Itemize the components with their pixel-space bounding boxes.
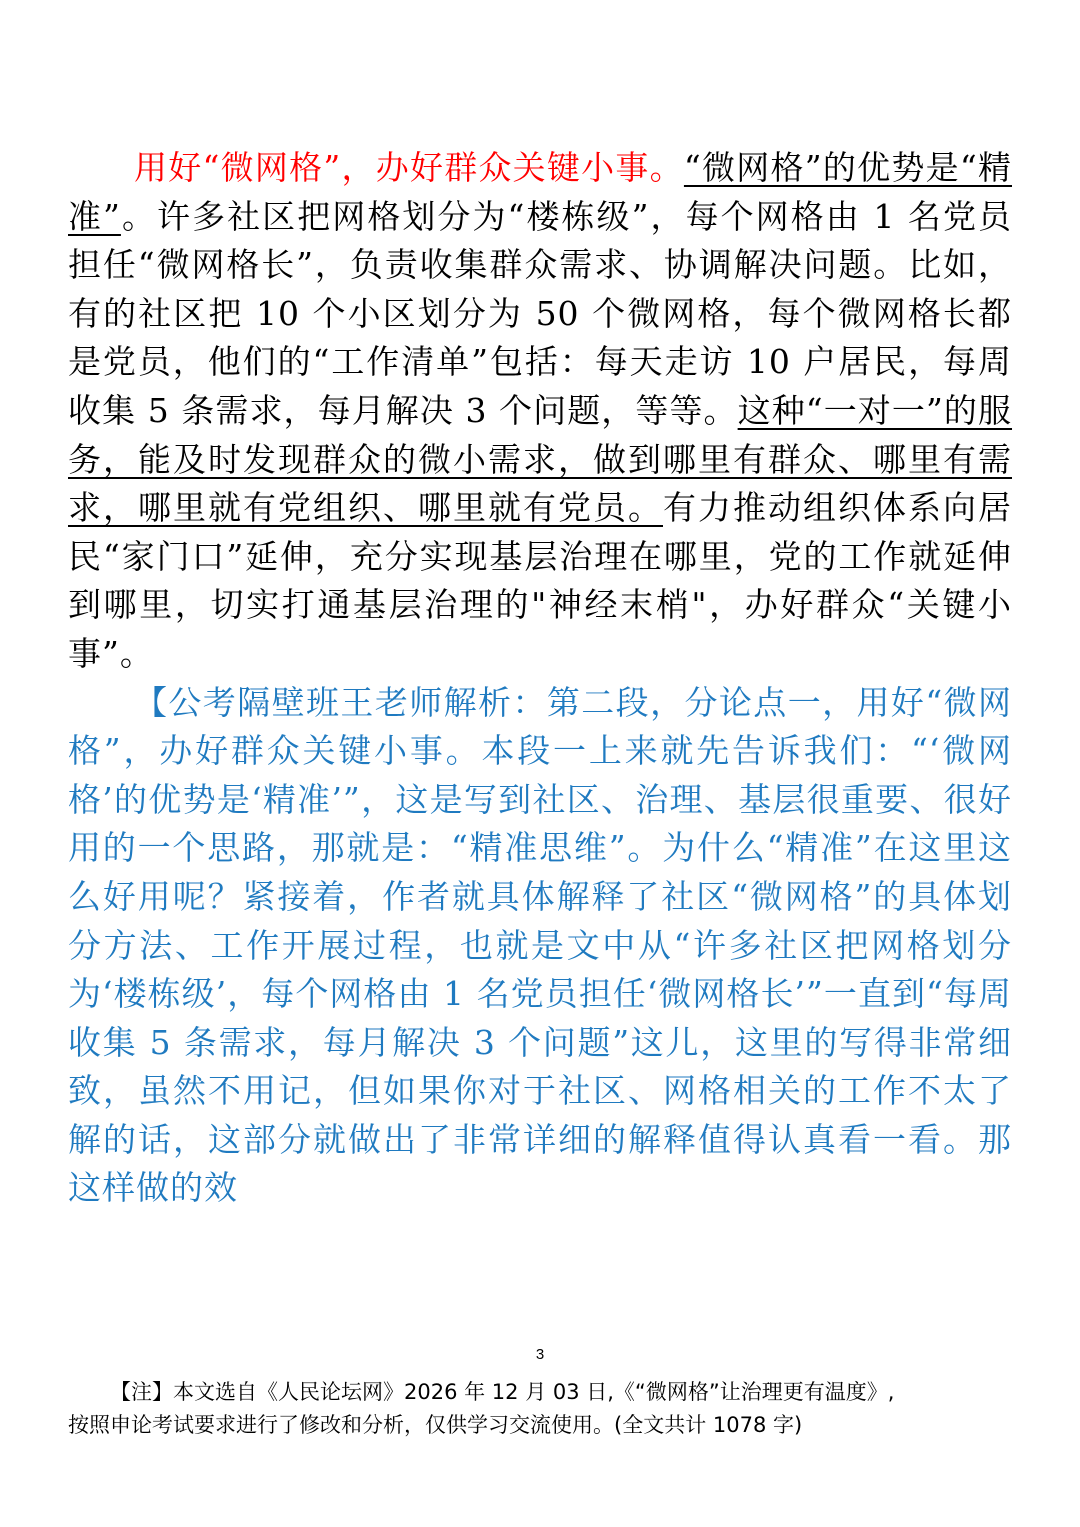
article-body bbox=[68, 144, 1012, 1213]
paragraph-text-end: 有力推动组织体系向居民“家门口”延伸，充分实现基层治理在哪里，党的工作就延伸到哪里，切实打通基层治理的"神经末梢"，办好群众“关键小事”。 bbox=[68, 488, 1012, 673]
page-number: 3 bbox=[535, 1346, 545, 1363]
section-heading: 用好“微网格”，办好群众关键小事。 bbox=[134, 148, 684, 187]
footer-note bbox=[68, 1376, 1012, 1442]
footer-line-2: 按照申论考试要求进行了修改和分析，仅供学习交流使用。(全文共计 1078 字) bbox=[68, 1413, 803, 1437]
underlined-key-sentence-2: 这种“一对一”的服务，能及时发现群众的微小需求，做到哪里有群众、哪里有需求，哪里就有党组织、哪里就有党员。 bbox=[68, 390, 1013, 528]
paragraph-text: 。许多社区把网格划分为“楼栋级”，每个网格由 1 名党员担任“微网格长”，负责收集群众需求、协调解决问题。比如，有的社区把 10 个小区划分为 50 个微网格，每个微网格长都是党员，他们的“工作清单”包括：每天走访 10 户居民，每周收集 5 条需求，每月解决 3 个问题，等等。 bbox=[68, 196, 1012, 430]
footer-line-1: 【注】本文选自《人民论坛网》2026 年 12 月 03 日,《“微网格”让治理更有温度》, bbox=[110, 1380, 895, 1404]
underlined-key-sentence: “微网格”的优势是“精准” bbox=[68, 148, 1012, 236]
analysis-text: 【公考隔壁班王老师解析：第二段，分论点一，用好“微网格”，办好群众关键小事。本段一上来就先告诉我们：“‘微网格’的优势是‘精准’”，这是写到社区、治理、基层很重要、很好用的一个思路，那就是：“精准思维”。为什么“精准”在这里这么好用呢？紧接着，作者就具体解释了社区“微网格”的具体划分方法、工作开展过程，也就是文中从“许多社区把网格划分为‘楼栋级’，每个网格由 1 名党员担任‘微网格长’”一直到“每周收集 5 条需求，每月解决 3 个问题”这儿，这里的写得非常细致，虽然不用记，但如果你对于社区、网格相关的工作不太了解的话，这部分就做出了非常详细的解释值得认真看一看。那这样做的效 bbox=[68, 682, 1012, 1208]
paragraph-micro-grid bbox=[68, 144, 1012, 679]
analysis-paragraph bbox=[68, 679, 1012, 1214]
